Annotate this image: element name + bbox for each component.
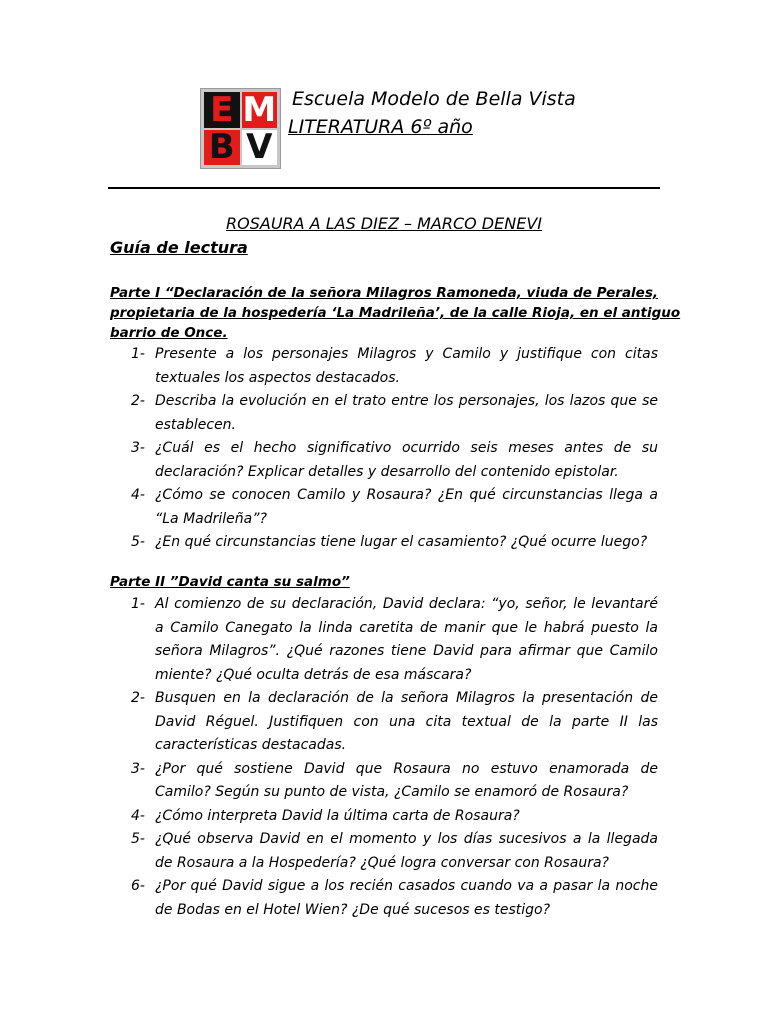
question-line: textuales los aspectos destacados.: [155, 369, 400, 386]
question-line: características destacadas.: [155, 737, 347, 753]
list-item: [110, 343, 658, 390]
list-item: [110, 805, 658, 829]
question-number: 4-: [131, 487, 145, 503]
logo-letter-m: M: [242, 89, 277, 130]
list-item: [110, 484, 658, 531]
question-number: 1-: [131, 346, 145, 362]
list-item: [110, 531, 658, 555]
question-number: 3-: [131, 760, 145, 777]
question-line: Camilo? Según su punto de vista, ¿Camilo se enamoró de Rosaura?: [155, 784, 629, 800]
question-number: 6-: [131, 878, 145, 894]
question-line: miente? ¿Qué oculta detrás de esa máscara?: [155, 666, 472, 683]
list-item: [110, 437, 658, 484]
list-item: [110, 828, 658, 875]
list-item: [110, 758, 658, 805]
question-number: 5-: [131, 534, 145, 550]
question-line: ¿Cómo se conocen Camilo y Rosaura? ¿En qué circunstancias llega a: [155, 487, 658, 503]
part1-heading-line: barrio de Once.: [110, 325, 228, 341]
question-line: establecen.: [155, 416, 236, 433]
part1-question-list: [110, 343, 658, 555]
question-number: 2-: [131, 393, 145, 409]
question-line: ¿Cuál es el hecho significativo ocurrido seis meses antes de su: [155, 440, 658, 456]
part2-question-list: [110, 593, 658, 922]
part1-heading-line: propietaria de la hospedería ‘La Madrileña’, de la calle Rioja, en el antiguo: [110, 305, 681, 321]
question-line: a Camilo Canegato la linda caretita de manir que le habrá puesto la: [155, 619, 658, 636]
question-line: Busquen en la declaración de la señora Milagros la presentación de: [155, 690, 658, 706]
question-line: ¿Qué observa David en el momento y los días sucesivos a la llegada: [155, 831, 658, 847]
question-number: 3-: [131, 440, 145, 456]
question-line: ¿Cómo interpreta David la última carta de Rosaura?: [155, 807, 520, 824]
logo-letter-e: E: [204, 92, 240, 128]
document-subtitle: Guía de lectura: [110, 238, 248, 257]
question-number: 2-: [131, 690, 145, 706]
subject-title: LITERATURA 6º año: [288, 116, 473, 138]
question-line: ¿En qué circunstancias tiene lugar el casamiento? ¿Qué ocurre luego?: [155, 534, 648, 550]
question-line: Describa la evolución en el trato entre los personajes, los lazos que se: [155, 393, 658, 409]
question-line: de Bodas en el Hotel Wien? ¿De qué sucesos es testigo?: [155, 901, 551, 918]
question-line: David Réguel. Justifiquen con una cita textual de la parte II las: [155, 713, 658, 730]
list-item: [110, 687, 658, 758]
document-title: ROSAURA A LAS DIEZ – MARCO DENEVI: [226, 214, 542, 233]
question-line: Al comienzo de su declaración, David declara: “yo, señor, le levantaré: [155, 596, 658, 612]
part1-heading: [110, 283, 681, 343]
question-line: de Rosaura a la Hospedería? ¿Qué logra conversar con Rosaura?: [155, 854, 609, 871]
logo-letter-v: V: [242, 130, 278, 166]
question-line: señora Milagros”. ¿Qué razones tiene David para afirmar que Camilo: [155, 643, 658, 659]
question-line: declaración? Explicar detalles y desarrollo del contenido epistolar.: [155, 463, 619, 480]
school-name: Escuela Modelo de Bella Vista: [292, 88, 576, 110]
question-line: ¿Por qué David sigue a los recién casados cuando va a pasar la noche: [155, 878, 658, 894]
question-number: 5-: [131, 831, 145, 847]
question-line: “La Madrileña”?: [155, 510, 267, 527]
list-item: [110, 390, 658, 437]
header-divider: [108, 187, 660, 189]
list-item: [110, 875, 658, 922]
list-item: [110, 593, 658, 687]
logo-letter-b: B: [204, 130, 240, 166]
question-number: 4-: [131, 807, 145, 824]
school-logo: [200, 88, 281, 169]
part2-heading: Parte II ”David canta su salmo”: [110, 574, 350, 590]
question-line: Presente a los personajes Milagros y Camilo y justifique con citas: [155, 346, 658, 362]
question-number: 1-: [131, 596, 145, 612]
question-line: ¿Por qué sostiene David que Rosaura no estuvo enamorada de: [155, 760, 658, 777]
part1-heading-line: Parte I “Declaración de la señora Milagros Ramoneda, viuda de Perales,: [110, 285, 658, 301]
